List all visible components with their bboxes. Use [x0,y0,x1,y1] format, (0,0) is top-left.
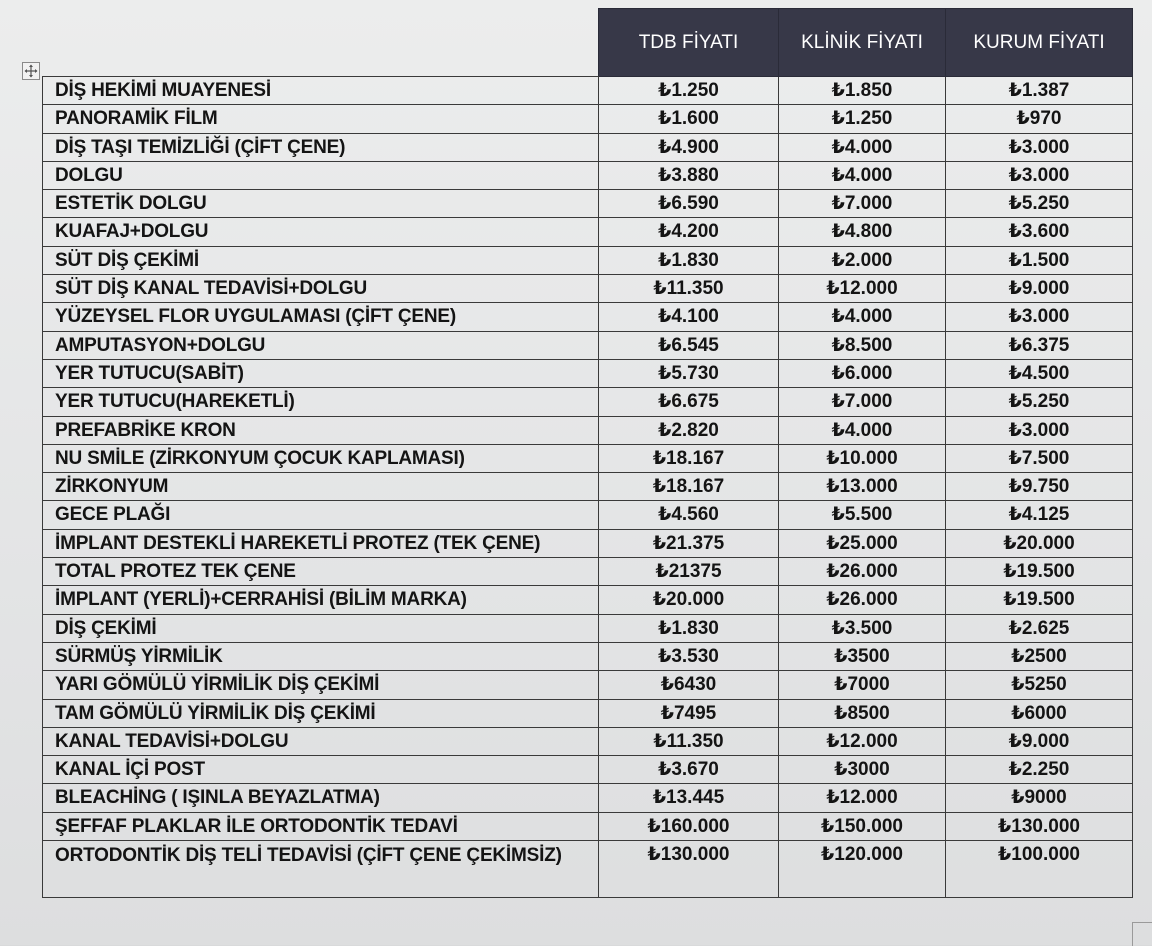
table-row [43,359,1133,387]
institution-price-cell: ₺3.600 [946,218,1133,246]
tdb-price-cell: ₺6.590 [599,190,779,218]
treatment-name-cell: KUAFAJ+DOLGU [43,218,599,246]
clinic-price-cell: ₺1.850 [779,77,946,105]
institution-price-cell: ₺3.000 [946,133,1133,161]
treatment-name-cell: NU SMİLE (ZİRKONYUM ÇOCUK KAPLAMASI) [43,444,599,472]
clinic-price-cell: ₺3000 [779,756,946,784]
table-row [43,558,1133,586]
table-body [43,77,1133,898]
tdb-price-cell: ₺6.675 [599,388,779,416]
treatment-name-cell: ORTODONTİK DİŞ TELİ TEDAVİSİ (ÇİFT ÇENE ÇEKİMSİZ) [43,841,599,898]
institution-price-cell: ₺6.375 [946,331,1133,359]
institution-price-cell: ₺9.000 [946,275,1133,303]
clinic-price-cell: ₺2.000 [779,246,946,274]
treatment-name-cell: İMPLANT DESTEKLİ HAREKETLİ PROTEZ (TEK ÇENE) [43,529,599,557]
treatment-name-cell: YER TUTUCU(HAREKETLİ) [43,388,599,416]
clinic-price-cell: ₺7.000 [779,388,946,416]
table-row [43,841,1133,898]
clinic-price-cell: ₺7000 [779,671,946,699]
treatment-name-cell: İMPLANT (YERLİ)+CERRAHİSİ (BİLİM MARKA) [43,586,599,614]
clinic-price-cell: ₺1.250 [779,105,946,133]
treatment-name-cell: YÜZEYSEL FLOR UYGULAMASI (ÇİFT ÇENE) [43,303,599,331]
institution-price-cell: ₺2.250 [946,756,1133,784]
institution-price-cell: ₺6000 [946,699,1133,727]
tdb-price-cell: ₺11.350 [599,727,779,755]
table-row [43,529,1133,557]
clinic-price-cell: ₺120.000 [779,841,946,898]
tdb-price-cell: ₺4.900 [599,133,779,161]
clinic-price-cell: ₺12.000 [779,784,946,812]
table-row [43,105,1133,133]
institution-price-cell: ₺1.500 [946,246,1133,274]
institution-price-cell: ₺4.125 [946,501,1133,529]
table-row [43,161,1133,189]
treatment-name-cell: DİŞ HEKİMİ MUAYENESİ [43,77,599,105]
clinic-price-cell: ₺4.000 [779,303,946,331]
clinic-price-cell: ₺8.500 [779,331,946,359]
treatment-name-cell: TOTAL PROTEZ TEK ÇENE [43,558,599,586]
tdb-price-cell: ₺3.880 [599,161,779,189]
tdb-price-cell: ₺13.445 [599,784,779,812]
table-row [43,133,1133,161]
price-table [42,8,1133,898]
clinic-price-cell: ₺26.000 [779,558,946,586]
institution-price-cell: ₺3.000 [946,303,1133,331]
tdb-price-cell: ₺1.600 [599,105,779,133]
tdb-price-cell: ₺18.167 [599,473,779,501]
header-corner-cell [43,9,599,77]
treatment-name-cell: GECE PLAĞI [43,501,599,529]
treatment-name-cell: BLEACHİNG ( IŞINLA BEYAZLATMA) [43,784,599,812]
treatment-name-cell: ESTETİK DOLGU [43,190,599,218]
header-row [43,9,1133,77]
table-move-handle[interactable] [22,62,40,80]
clinic-price-cell: ₺8500 [779,699,946,727]
treatment-name-cell: PREFABRİKE KRON [43,416,599,444]
tdb-price-cell: ₺5.730 [599,359,779,387]
treatment-name-cell: TAM GÖMÜLÜ YİRMİLİK DİŞ ÇEKİMİ [43,699,599,727]
table-row [43,388,1133,416]
tdb-price-cell: ₺1.830 [599,246,779,274]
tdb-price-cell: ₺3.530 [599,642,779,670]
treatment-name-cell: SÜT DİŞ KANAL TEDAVİSİ+DOLGU [43,275,599,303]
treatment-name-cell: DİŞ TAŞI TEMİZLİĞİ (ÇİFT ÇENE) [43,133,599,161]
table-row [43,444,1133,472]
table-row [43,473,1133,501]
institution-price-cell: ₺3.000 [946,416,1133,444]
table-row [43,275,1133,303]
clinic-price-cell: ₺26.000 [779,586,946,614]
treatment-name-cell: YARI GÖMÜLÜ YİRMİLİK DİŞ ÇEKİMİ [43,671,599,699]
clinic-price-cell: ₺7.000 [779,190,946,218]
tdb-price-cell: ₺18.167 [599,444,779,472]
clinic-price-cell: ₺4.000 [779,133,946,161]
header-tdb-price: TDB FİYATI [599,9,779,77]
institution-price-cell: ₺19.500 [946,586,1133,614]
clinic-price-cell: ₺10.000 [779,444,946,472]
institution-price-cell: ₺9.750 [946,473,1133,501]
table-row [43,642,1133,670]
table-row [43,416,1133,444]
institution-price-cell: ₺130.000 [946,812,1133,840]
tdb-price-cell: ₺6430 [599,671,779,699]
institution-price-cell: ₺5.250 [946,388,1133,416]
treatment-name-cell: ŞEFFAF PLAKLAR İLE ORTODONTİK TEDAVİ [43,812,599,840]
header-clinic-price: KLİNİK FİYATI [779,9,946,77]
treatment-name-cell: DOLGU [43,161,599,189]
header-institution-price: KURUM FİYATI [946,9,1133,77]
table-row [43,614,1133,642]
tdb-price-cell: ₺6.545 [599,331,779,359]
institution-price-cell: ₺100.000 [946,841,1133,898]
tdb-price-cell: ₺20.000 [599,586,779,614]
institution-price-cell: ₺9.000 [946,727,1133,755]
clinic-price-cell: ₺13.000 [779,473,946,501]
table-row [43,77,1133,105]
table-row [43,501,1133,529]
institution-price-cell: ₺9000 [946,784,1133,812]
tdb-price-cell: ₺21375 [599,558,779,586]
treatment-name-cell: SÜT DİŞ ÇEKİMİ [43,246,599,274]
tdb-price-cell: ₺4.560 [599,501,779,529]
tdb-price-cell: ₺130.000 [599,841,779,898]
tdb-price-cell: ₺4.200 [599,218,779,246]
clinic-price-cell: ₺12.000 [779,275,946,303]
institution-price-cell: ₺2500 [946,642,1133,670]
institution-price-cell: ₺5250 [946,671,1133,699]
tdb-price-cell: ₺4.100 [599,303,779,331]
tdb-price-cell: ₺1.830 [599,614,779,642]
clinic-price-cell: ₺4.000 [779,416,946,444]
tdb-price-cell: ₺7495 [599,699,779,727]
tdb-price-cell: ₺160.000 [599,812,779,840]
institution-price-cell: ₺5.250 [946,190,1133,218]
table-row [43,756,1133,784]
institution-price-cell: ₺970 [946,105,1133,133]
table-row [43,784,1133,812]
institution-price-cell: ₺1.387 [946,77,1133,105]
table-row [43,586,1133,614]
treatment-name-cell: SÜRMÜŞ YİRMİLİK [43,642,599,670]
table-row [43,671,1133,699]
table-row [43,246,1133,274]
clinic-price-cell: ₺6.000 [779,359,946,387]
institution-price-cell: ₺3.000 [946,161,1133,189]
treatment-name-cell: YER TUTUCU(SABİT) [43,359,599,387]
clinic-price-cell: ₺4.000 [779,161,946,189]
tdb-price-cell: ₺21.375 [599,529,779,557]
institution-price-cell: ₺19.500 [946,558,1133,586]
table-row [43,331,1133,359]
clinic-price-cell: ₺12.000 [779,727,946,755]
tdb-price-cell: ₺11.350 [599,275,779,303]
clinic-price-cell: ₺3500 [779,642,946,670]
treatment-name-cell: DİŞ ÇEKİMİ [43,614,599,642]
tdb-price-cell: ₺3.670 [599,756,779,784]
clinic-price-cell: ₺5.500 [779,501,946,529]
treatment-name-cell: ZİRKONYUM [43,473,599,501]
move-arrows-icon [24,64,38,78]
clinic-price-cell: ₺150.000 [779,812,946,840]
table-row [43,812,1133,840]
treatment-name-cell: AMPUTASYON+DOLGU [43,331,599,359]
table-row [43,190,1133,218]
treatment-name-cell: PANORAMİK FİLM [43,105,599,133]
clinic-price-cell: ₺3.500 [779,614,946,642]
clinic-price-cell: ₺25.000 [779,529,946,557]
table-row [43,727,1133,755]
institution-price-cell: ₺7.500 [946,444,1133,472]
tdb-price-cell: ₺1.250 [599,77,779,105]
table-row [43,218,1133,246]
table-row [43,699,1133,727]
table-row [43,303,1133,331]
treatment-name-cell: KANAL TEDAVİSİ+DOLGU [43,727,599,755]
treatment-name-cell: KANAL İÇİ POST [43,756,599,784]
institution-price-cell: ₺20.000 [946,529,1133,557]
tdb-price-cell: ₺2.820 [599,416,779,444]
table-resize-corner [1132,922,1152,946]
clinic-price-cell: ₺4.800 [779,218,946,246]
institution-price-cell: ₺2.625 [946,614,1133,642]
institution-price-cell: ₺4.500 [946,359,1133,387]
